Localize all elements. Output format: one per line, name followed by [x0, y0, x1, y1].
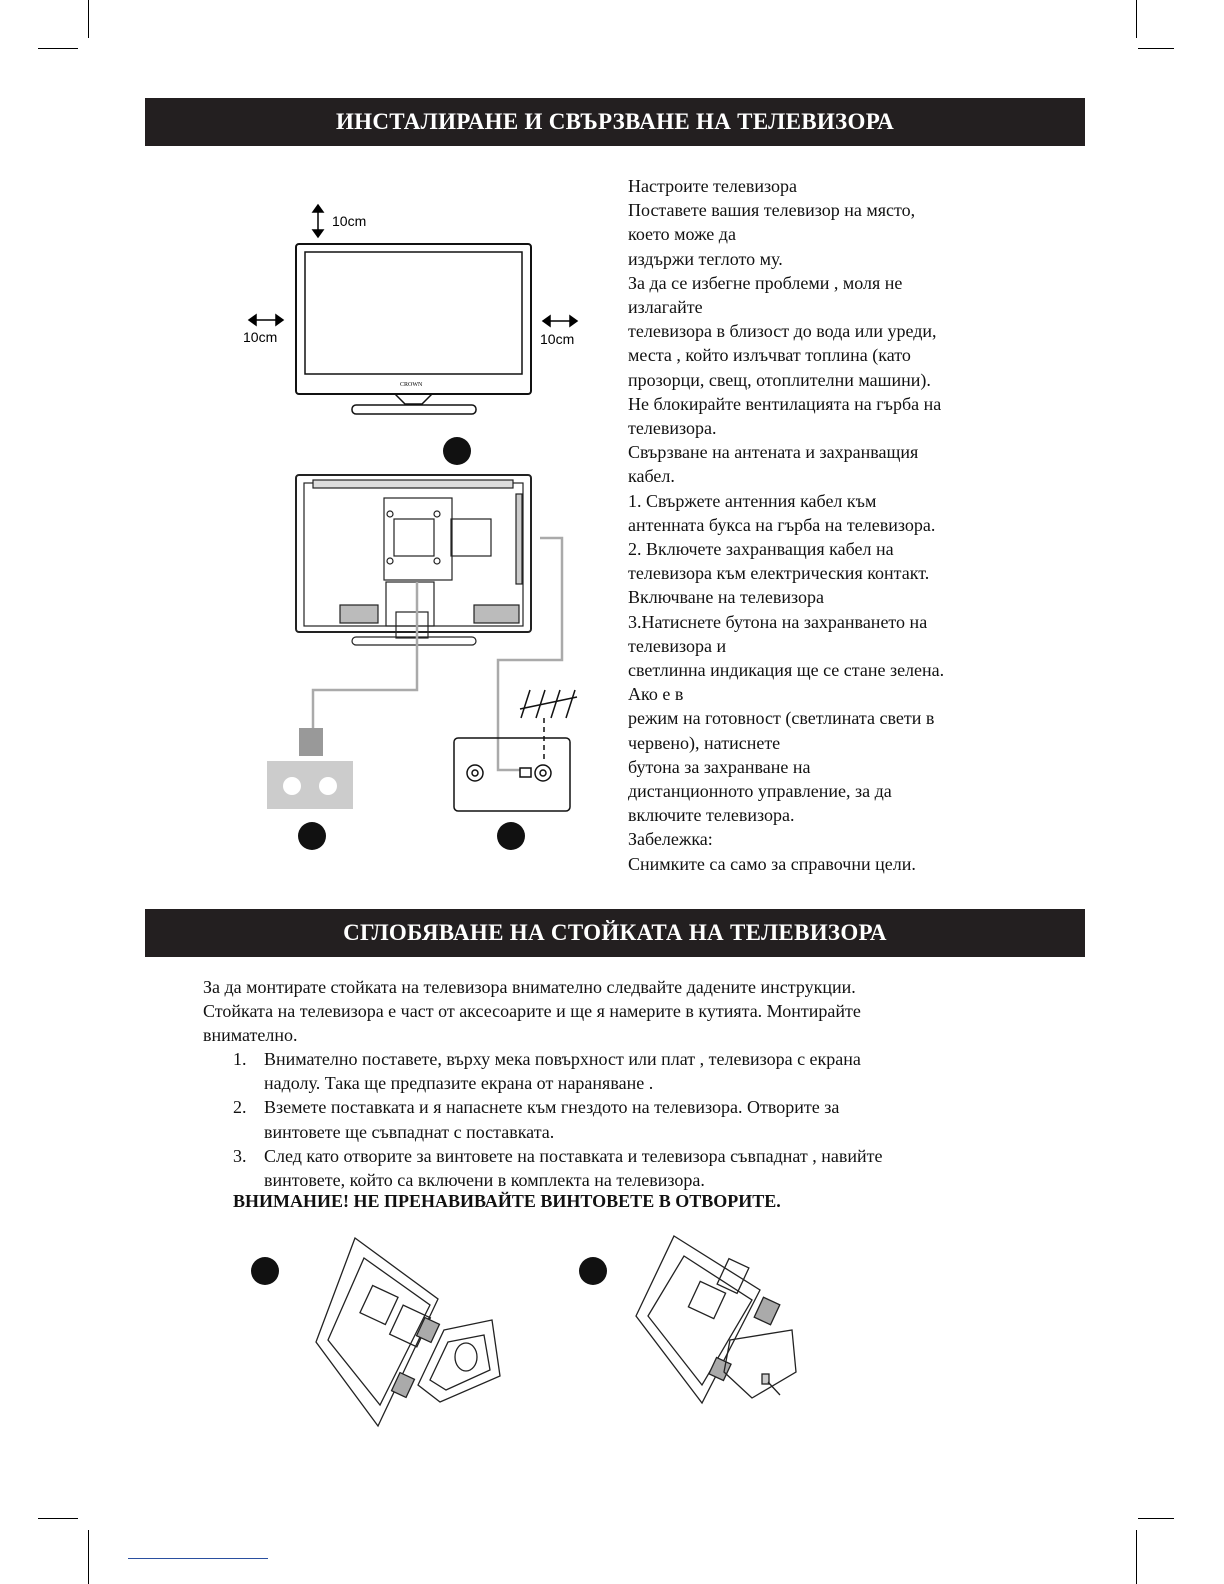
text-line: Свързване на антената и захранващия [628, 442, 919, 463]
text-line: дистанционното управление, за да [628, 781, 892, 802]
text-line: бутона за захранване на [628, 756, 811, 777]
text-line: режим на готовност (светлината свети в [628, 708, 935, 729]
warning-text: ВНИМАНИЕ! НЕ ПРЕНАВИВАЙТЕ ВИНТОВЕТЕ В ОТВОРИТЕ. [233, 1191, 781, 1211]
tv-back-view [296, 475, 531, 645]
text-line: което може да [628, 224, 736, 245]
text-line: излагайте [628, 297, 703, 318]
step-line: надолу. Така ще предпазите екрана от нараняване . [264, 1073, 654, 1094]
installation-instructions [628, 174, 1028, 876]
tv-front-view [296, 244, 531, 414]
section-stand-title: СГЛОБЯВАНЕ НА СТОЙКАТА НА ТЕЛЕВИЗОРА [145, 909, 1085, 957]
text-line: издържи теглото му. [628, 248, 783, 269]
text-line: места , който излъчват топлина (като [628, 345, 911, 366]
text-line: кабел. [628, 466, 675, 487]
text-line: Поставете вашия телевизор на място, [628, 200, 916, 221]
clearance-arrow-right [543, 316, 577, 326]
clearance-arrow-left [249, 315, 283, 325]
text-line: 2. Включете захранващия кабел на [628, 539, 894, 560]
text-line: Включване на телевизора [628, 587, 824, 608]
section-install-title: ИНСТАЛИРАНЕ И СВЪРЗВАНЕ НА ТЕЛЕВИЗОРА [145, 98, 1085, 146]
step-line: винтовете, който са включени в комплекта на телевизора. [264, 1170, 705, 1191]
intro-line: За да монтирате стойката на телевизора внимателно следвайте дадените инструкции. [203, 977, 856, 997]
text-line: 1. Свържете антенния кабел към [628, 490, 877, 511]
clearance-top-label: 10cm [332, 213, 367, 229]
text-line: Не блокирайте вентилацията на гърба на [628, 393, 942, 414]
clearance-right-label: 10cm [540, 331, 575, 347]
clearance-left-label: 10cm [243, 329, 278, 345]
text-line: Настроите телевизора [628, 176, 798, 196]
cable-lines [313, 538, 562, 770]
text-line: червено), натиснете [628, 732, 781, 753]
figure-marker-5 [579, 1257, 607, 1285]
text-line: телевизора към електрическия контакт. [628, 563, 930, 584]
list-item [233, 1144, 1083, 1192]
step-line: винтовете ще съвпаднат с поставката. [264, 1121, 555, 1142]
antenna-icon [520, 690, 577, 762]
list-item [233, 1047, 1083, 1095]
figure-marker-2 [298, 822, 326, 850]
text-line: Ако е в [628, 684, 684, 705]
step-line: Вземете поставката и я напаснете към гнездото на телевизора. Отворите за [264, 1097, 840, 1118]
figure-marker-4 [251, 1257, 279, 1285]
stand-assembly-step-1 [316, 1238, 500, 1426]
intro-line: внимателно. [203, 1025, 298, 1046]
text-line: прозорци, свещ, отоплителни машини). [628, 369, 931, 390]
stand-steps-list [233, 1047, 1083, 1192]
list-item [233, 1095, 1083, 1143]
text-line: Снимките са само за справочни цели. [628, 853, 916, 874]
power-plug [299, 728, 323, 756]
figure-marker-3 [497, 822, 525, 850]
text-line: телевизора и [628, 635, 727, 656]
text-line: За да се избегне проблеми , моля не [628, 272, 903, 293]
step-line: Внимателно поставете, върху мека повърхност или плат , телевизора с екрана [264, 1049, 861, 1069]
step-number: 3. [233, 1145, 247, 1166]
text-line: телевизора. [628, 418, 717, 439]
step-line: След като отворите за винтовете на поставката и телевизора съвпаднат , навийте [264, 1145, 883, 1166]
intro-line: Стойката на телевизора е част от аксесоарите и ще я намерите в кутията. Монтирайте [203, 1001, 861, 1022]
text-line: Забележка: [628, 829, 713, 850]
clearance-arrow-top [313, 205, 323, 237]
stand-intro [203, 975, 1083, 1048]
stand-assembly-step-2 [636, 1236, 796, 1403]
tv-brand-logo: CROWN [400, 382, 423, 388]
power-outlet [267, 761, 353, 809]
text-line: антенната букса на гърба на телевизора. [628, 514, 936, 535]
antenna-wall-socket [454, 738, 570, 811]
text-line: включите телевизора. [628, 805, 795, 826]
text-line: телевизора в близост до вода или уреди, [628, 321, 937, 342]
text-line: светлинна индикация ще се стане зелена. [628, 660, 945, 681]
step-number: 1. [233, 1049, 247, 1069]
step-number: 2. [233, 1097, 247, 1118]
figure-marker-1 [443, 437, 471, 465]
text-line: 3.Натиснете бутона на захранването на [628, 611, 928, 632]
